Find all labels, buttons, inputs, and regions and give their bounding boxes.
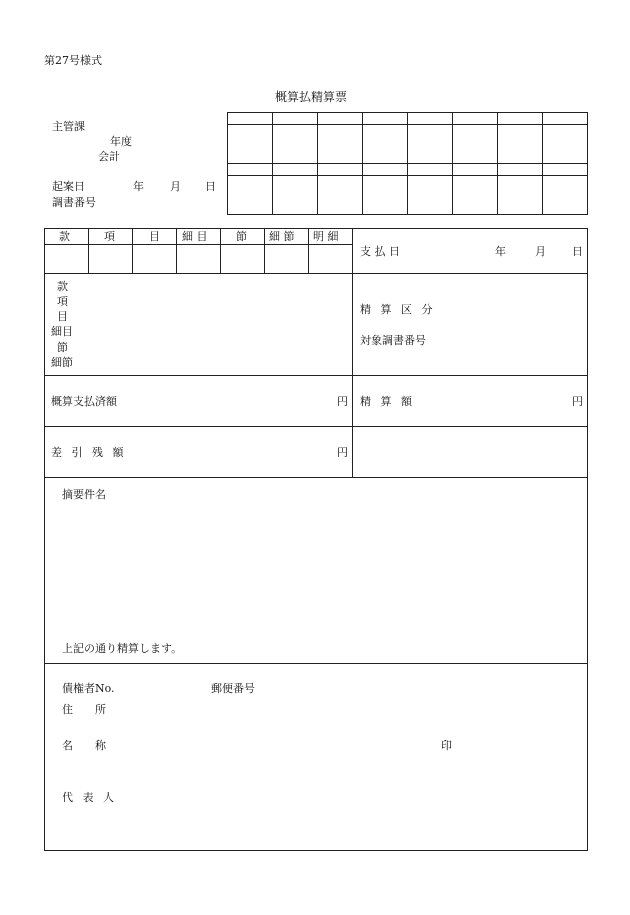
settlement-category-label: 精 算 区 分	[360, 303, 436, 316]
draft-date-label: 起案日	[52, 180, 85, 193]
grid-line	[452, 112, 453, 215]
breakdown-moku: 目	[57, 310, 68, 323]
target-document-number-label: 対象調書番号	[360, 334, 426, 347]
paid-estimate-yen: 円	[337, 395, 348, 408]
breakdown-setsu: 節	[57, 341, 68, 354]
grid-line	[317, 112, 318, 215]
account-label: 会計	[98, 150, 120, 163]
section-line	[44, 273, 588, 274]
grid-line	[132, 228, 133, 273]
summary-label: 摘要件名	[62, 488, 106, 501]
section-line	[44, 375, 588, 376]
budget-col-setsu: 節	[236, 230, 247, 243]
difference-yen: 円	[337, 446, 348, 459]
grid-line	[362, 112, 363, 215]
budget-col-meisai: 明 細	[313, 230, 339, 243]
grid-line	[272, 112, 273, 215]
grid-line	[264, 228, 265, 273]
draft-month-label: 月	[170, 180, 181, 193]
grid-line	[308, 228, 309, 273]
section-line	[44, 477, 588, 478]
payment-day-label: 日	[572, 245, 583, 258]
middle-divider	[352, 228, 353, 478]
section-line	[44, 663, 588, 664]
name-label: 名 称	[62, 739, 106, 752]
grid-line	[407, 112, 408, 215]
settlement-amount-yen: 円	[572, 395, 583, 408]
payment-date-label: 支 払 日	[360, 245, 400, 258]
payment-month-label: 月	[535, 245, 546, 258]
postal-code-label: 郵便番号	[211, 682, 255, 695]
department-label: 主管課	[52, 120, 85, 133]
budget-col-moku: 目	[149, 230, 160, 243]
grid-line	[220, 228, 221, 273]
settlement-statement: 上記の通り精算します。	[62, 642, 183, 655]
seal-mark: 印	[441, 739, 452, 752]
form-title: 概算払精算票	[275, 90, 348, 104]
document-number-label: 調書番号	[52, 196, 96, 209]
grid-line	[497, 112, 498, 215]
fiscal-year-label: 年度	[110, 135, 132, 148]
budget-col-kan: 款	[59, 230, 70, 243]
form-number: 第27号様式	[44, 54, 102, 67]
breakdown-saimoku: 細目	[51, 325, 73, 338]
representative-label: 代 表 人	[62, 791, 117, 804]
budget-col-saimoku: 細 目	[182, 230, 208, 243]
breakdown-saisetsu: 細節	[51, 356, 73, 369]
grid-line	[542, 112, 543, 215]
draft-year-label: 年	[133, 180, 144, 193]
grid-line	[176, 228, 177, 273]
draft-day-label: 日	[205, 180, 216, 193]
address-label: 住 所	[62, 703, 106, 716]
budget-col-saisetsu: 細 節	[269, 230, 295, 243]
section-line	[44, 426, 588, 427]
budget-col-kou: 項	[104, 230, 115, 243]
paid-estimate-label: 概算支払済額	[51, 395, 117, 408]
budget-header-line	[44, 244, 352, 245]
grid-line	[88, 228, 89, 273]
payment-year-label: 年	[495, 245, 506, 258]
difference-label: 差 引 残 額	[51, 446, 127, 459]
breakdown-kou: 項	[57, 295, 68, 308]
creditor-number-label: 債権者No.	[62, 682, 115, 695]
breakdown-kan: 款	[57, 280, 68, 293]
main-form-box	[44, 228, 588, 851]
settlement-amount-label: 精 算 額	[360, 395, 415, 408]
